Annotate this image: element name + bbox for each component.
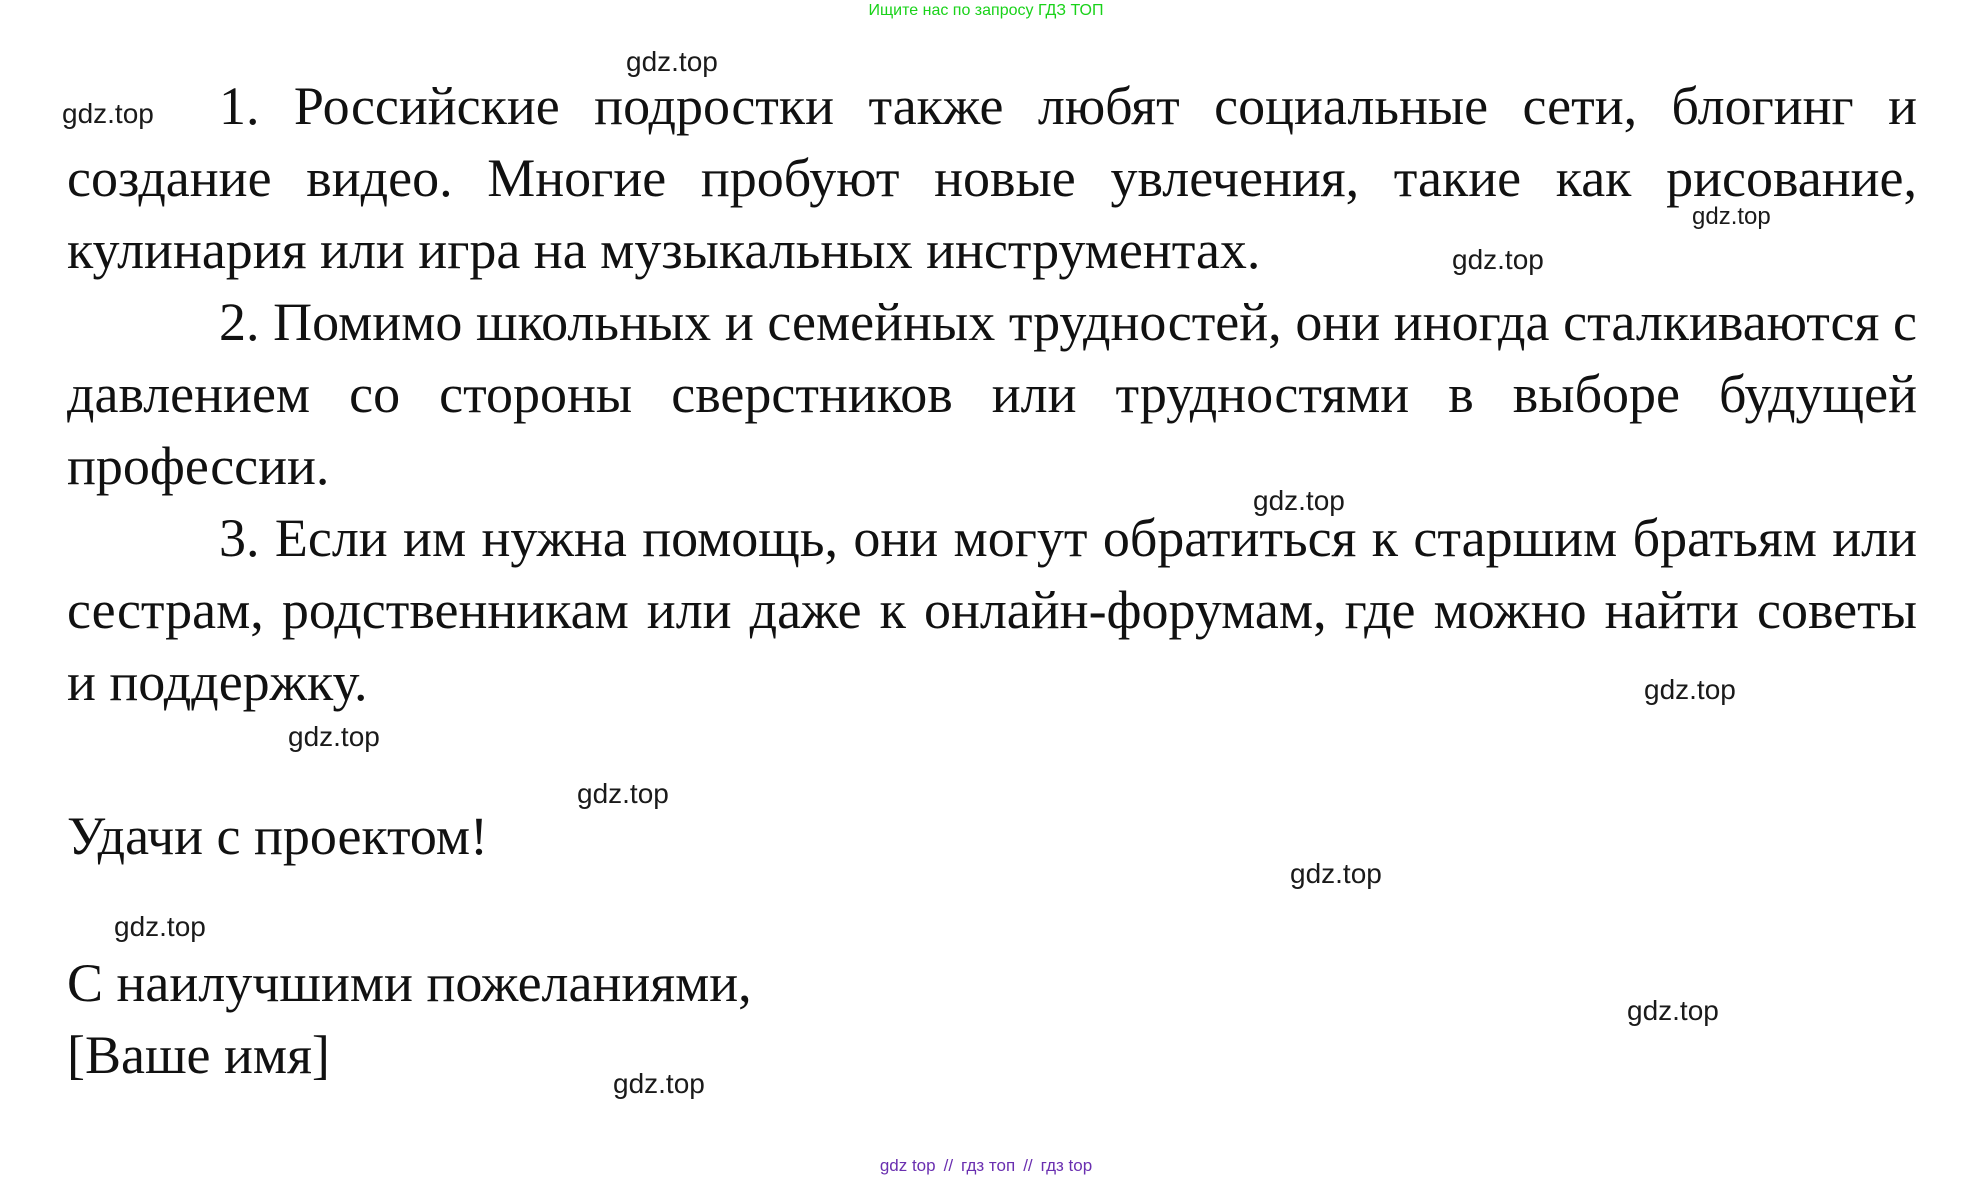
footer-link[interactable]: гдз top <box>1040 1156 1093 1175</box>
footer-link[interactable]: gdz top <box>879 1156 936 1175</box>
watermark: gdz.top <box>613 1068 705 1099</box>
watermark: gdz.top <box>1627 995 1719 1026</box>
watermark: gdz.top <box>1253 485 1345 516</box>
paragraph-1: 1. Российские подростки также любят социальные сети, блогинг и создание видео. Многие пробуют новые увлечения, такие как рисование, кулинария или игра на музыкальных инструментах. <box>67 76 1917 280</box>
closing-regards: С наилучшими пожеланиями, <box>67 953 752 1013</box>
footer-separator: // <box>1023 1156 1033 1175</box>
search-hint-banner: Ищите нас по запросу ГДЗ ТОП <box>868 2 1104 19</box>
watermark: gdz.top <box>288 721 380 752</box>
watermark: gdz.top <box>1692 203 1771 230</box>
watermark: gdz.top <box>114 911 206 942</box>
watermark: gdz.top <box>1644 674 1736 705</box>
watermark: gdz.top <box>62 98 154 129</box>
paragraph-2: 2. Помимо школьных и семейных трудностей, они иногда сталкиваются с давлением со стороны сверстников или трудностями в выборе будущей профессии. <box>67 292 1917 496</box>
footer-links <box>0 1156 1972 1176</box>
watermark: gdz.top <box>626 46 718 77</box>
footer-separator: // <box>943 1156 954 1175</box>
watermark: gdz.top <box>1290 858 1382 889</box>
paragraph-3: 3. Если им нужна помощь, они могут обратиться к старшим братьям или сестрам, родственникам или даже к онлайн-форумам, где можно найти советы и поддержку. <box>67 508 1917 712</box>
footer-link[interactable]: гдз топ <box>961 1156 1016 1175</box>
watermark: gdz.top <box>577 778 669 809</box>
signature-name: [Ваше имя] <box>67 1025 330 1085</box>
watermark: gdz.top <box>1452 244 1544 275</box>
closing-wish: Удачи с проектом! <box>67 806 489 866</box>
document-body <box>67 70 1917 718</box>
